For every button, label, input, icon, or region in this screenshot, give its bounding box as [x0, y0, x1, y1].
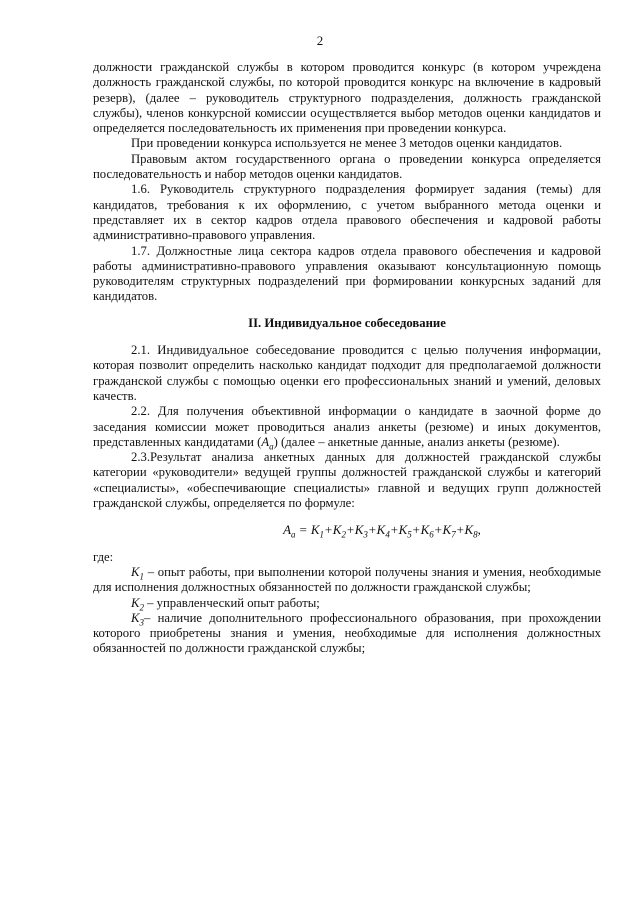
paragraph-legal-act: Правовым актом государственного органа о проведении конкурса определяется последовательность и набор методов оценки кандидатов. [93, 151, 601, 182]
paragraph-2-2-text-start: 2.2. Для получения объективной информации о кандидате в заочной форме до заседания комиссии может проводиться анализ анкеты (резюме) и иных документов, представленных кандидатами ( [93, 404, 601, 449]
paragraph-2-2 [93, 404, 601, 450]
definition-k2-text: – управленческий опыт работы; [143, 595, 320, 610]
paragraph-continuation: должности гражданской службы в котором проводится конкурс (в котором учреждена должность гражданской службы, по которой проводится конкурс на включение в кадровый резерв), (далее – руководитель структурного подразделения, должность гражданской службы), членов конкурсной комиссии осуществляется выбор методов оценки кандидатов и определяется последовательность их применения при проведении конкурса. [93, 60, 601, 136]
document-body [93, 60, 601, 657]
paragraph-1-6: 1.6. Руководитель структурного подразделения формирует задания (темы) для кандидатов, требования к их оформлению, с учетом выбранного метода оценки и представляет их в сектор кадров отдела правового обеспечения и кадровой работы административно-правового управления. [93, 182, 601, 243]
paragraph-1-7: 1.7. Должностные лица сектора кадров отдела правового обеспечения и кадровой работы административно-правового управления оказывают консультационную помощь руководителям структурных подразделений при формировании конкурсных заданий для кандидатов. [93, 243, 601, 304]
where-label: где: [93, 549, 114, 564]
paragraph-2-3: 2.3.Результат анализа анкетных данных для должностей гражданской службы категории «руководители» ведущей группы должностей гражданской службы и категорий «специалисты», «обеспечивающие специалисты» главной и ведущих групп должностей гражданской службы, определяется по формуле: [93, 450, 601, 511]
variable-a-subscript: а [269, 441, 274, 452]
variable-k3-subscript: 3 [139, 617, 144, 628]
definition-k3-text: – наличие дополнительного профессионального образования, при прохождении которого приобретены знания и умения, необходимые для исполнения должностных обязанностей по должности гражданской службы; [93, 610, 601, 656]
paragraph-methods-count: При проведении конкурса используется не менее 3 методов оценки кандидатов. [131, 136, 563, 151]
variable-k1-subscript: 1 [139, 571, 144, 582]
definition-k1 [93, 565, 601, 596]
definition-k2 [93, 596, 601, 611]
variable-k1: K [131, 564, 140, 579]
variable-k2-subscript: 2 [139, 602, 144, 613]
formula: $A_а = K_1+K_2+K_3+K_4+K_5+K_6+K_7+K_8$, [283, 522, 481, 540]
variable-k2: K [131, 595, 140, 610]
paragraph-2-2-text-end: ) (далее – анкетные данные, анализ анкеты (резюме). [273, 434, 560, 449]
variable-a: A [261, 434, 270, 449]
paragraph-2-1: 2.1. Индивидуальное собеседование проводится с целью получения информации, которая позволит определить насколько кандидат подходит для предполагаемой должности гражданской службы с помощью оценки его профессиональных знаний и умений, деловых качеств. [93, 343, 601, 403]
page-number: 2 [316, 33, 324, 48]
definition-k3 [93, 611, 601, 657]
definition-k1-text: – опыт работы, при выполнении которой получены знания и умения, необходимые для исполнения должностных обязанностей по должности гражданской службы; [93, 564, 601, 595]
variable-k3: K [131, 610, 140, 625]
section-heading: II. Индивидуальное собеседование [248, 315, 446, 330]
